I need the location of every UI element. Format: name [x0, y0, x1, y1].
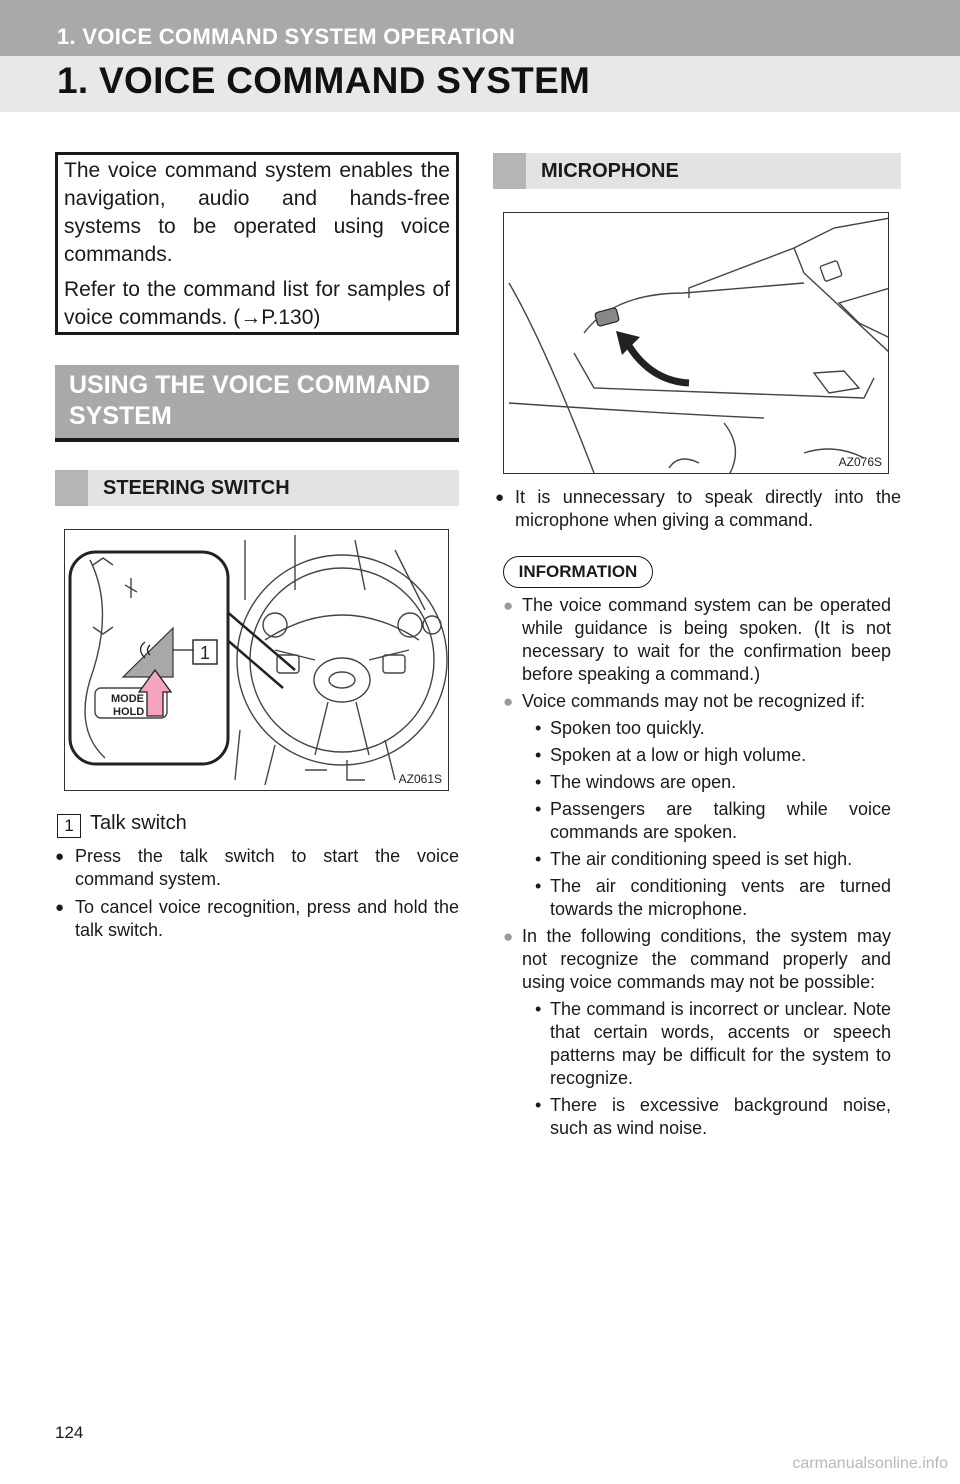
circle-bullet-icon: ●: [503, 692, 514, 711]
info-sub-item: • Spoken at a low or high volume.: [535, 744, 891, 767]
information-label: INFORMATION: [503, 556, 653, 588]
figure-hold-label: HOLD: [113, 706, 145, 718]
info-sub-item: • The air conditioning speed is set high.: [535, 848, 891, 871]
info-sub-item: • The windows are open.: [535, 771, 891, 794]
info-item: [503, 925, 891, 1140]
info-item: [503, 690, 891, 921]
bullet-item: ● To cancel voice recognition, press and hold the talk switch.: [55, 896, 459, 942]
info-sub-item: • Spoken too quickly.: [535, 717, 891, 740]
steering-wheel-illustration: [65, 530, 449, 791]
talk-switch-callout: [57, 812, 187, 838]
steering-figure-code: AZ061S: [398, 772, 442, 786]
figure-mode-label: MODE: [111, 693, 144, 705]
info-item-text: In the following conditions, the system may not recognize the command properly and using voice commands may not be possible:: [522, 926, 891, 992]
heading-bar: [55, 470, 88, 506]
circle-bullet-icon: ●: [503, 927, 514, 946]
info-item-text: Voice commands may not be recognized if:: [522, 691, 866, 711]
info-sub-item: • The air conditioning vents are turned towards the microphone.: [535, 875, 891, 921]
intro-paragraph: The voice command system enables the navigation, audio and hands-free systems to be operated using voice commands.: [64, 159, 450, 266]
microphone-bullets: [495, 486, 901, 537]
bullet-item: ● Press the talk switch to start the voice command system.: [55, 845, 459, 891]
steering-bullets: [55, 845, 459, 947]
watermark: carmanualsonline.info: [792, 1455, 948, 1472]
info-sub-item: • Passengers are talking while voice commands are spoken.: [535, 798, 891, 844]
intro-reference: Refer to the command list for samples of voice commands. (→P.130): [64, 278, 450, 329]
chapter-title: 1. VOICE COMMAND SYSTEM OPERATION: [57, 24, 516, 49]
info-sub-item: • There is excessive background noise, such as wind noise.: [535, 1094, 891, 1140]
callout-number-box: 1: [57, 814, 81, 838]
intro-box: [55, 152, 459, 335]
steering-switch-heading-text: STEERING SWITCH: [103, 477, 290, 499]
heading-bar: [493, 153, 526, 189]
overhead-console-illustration: [504, 213, 889, 474]
section-heading: USING THE VOICE COMMAND SYSTEM: [55, 365, 459, 442]
callout-text: Talk switch: [90, 812, 187, 834]
steering-switch-figure: [64, 529, 449, 791]
microphone-heading: [493, 153, 901, 189]
info-item-text: The voice command system can be operated while guidance is being spoken. (It is not necessary to wait for the confirmation beep before speaking a command.): [522, 595, 891, 684]
page-title: 1. VOICE COMMAND SYSTEM: [57, 60, 591, 101]
information-list: [503, 594, 891, 1144]
figure-label-1: 1: [200, 643, 211, 663]
steering-switch-heading: [55, 470, 459, 506]
info-item: [503, 594, 891, 686]
circle-bullet-icon: ●: [503, 596, 514, 615]
microphone-figure: [503, 212, 889, 474]
info-sub-item: • The command is incorrect or unclear. Note that certain words, accents or speech patterns may be difficult for the system to recognize.: [535, 998, 891, 1090]
page-number: 124: [55, 1423, 84, 1442]
microphone-figure-code: AZ076S: [838, 455, 882, 469]
microphone-heading-text: MICROPHONE: [541, 160, 679, 182]
bullet-item: ● It is unnecessary to speak directly into the microphone when giving a command.: [495, 486, 901, 532]
